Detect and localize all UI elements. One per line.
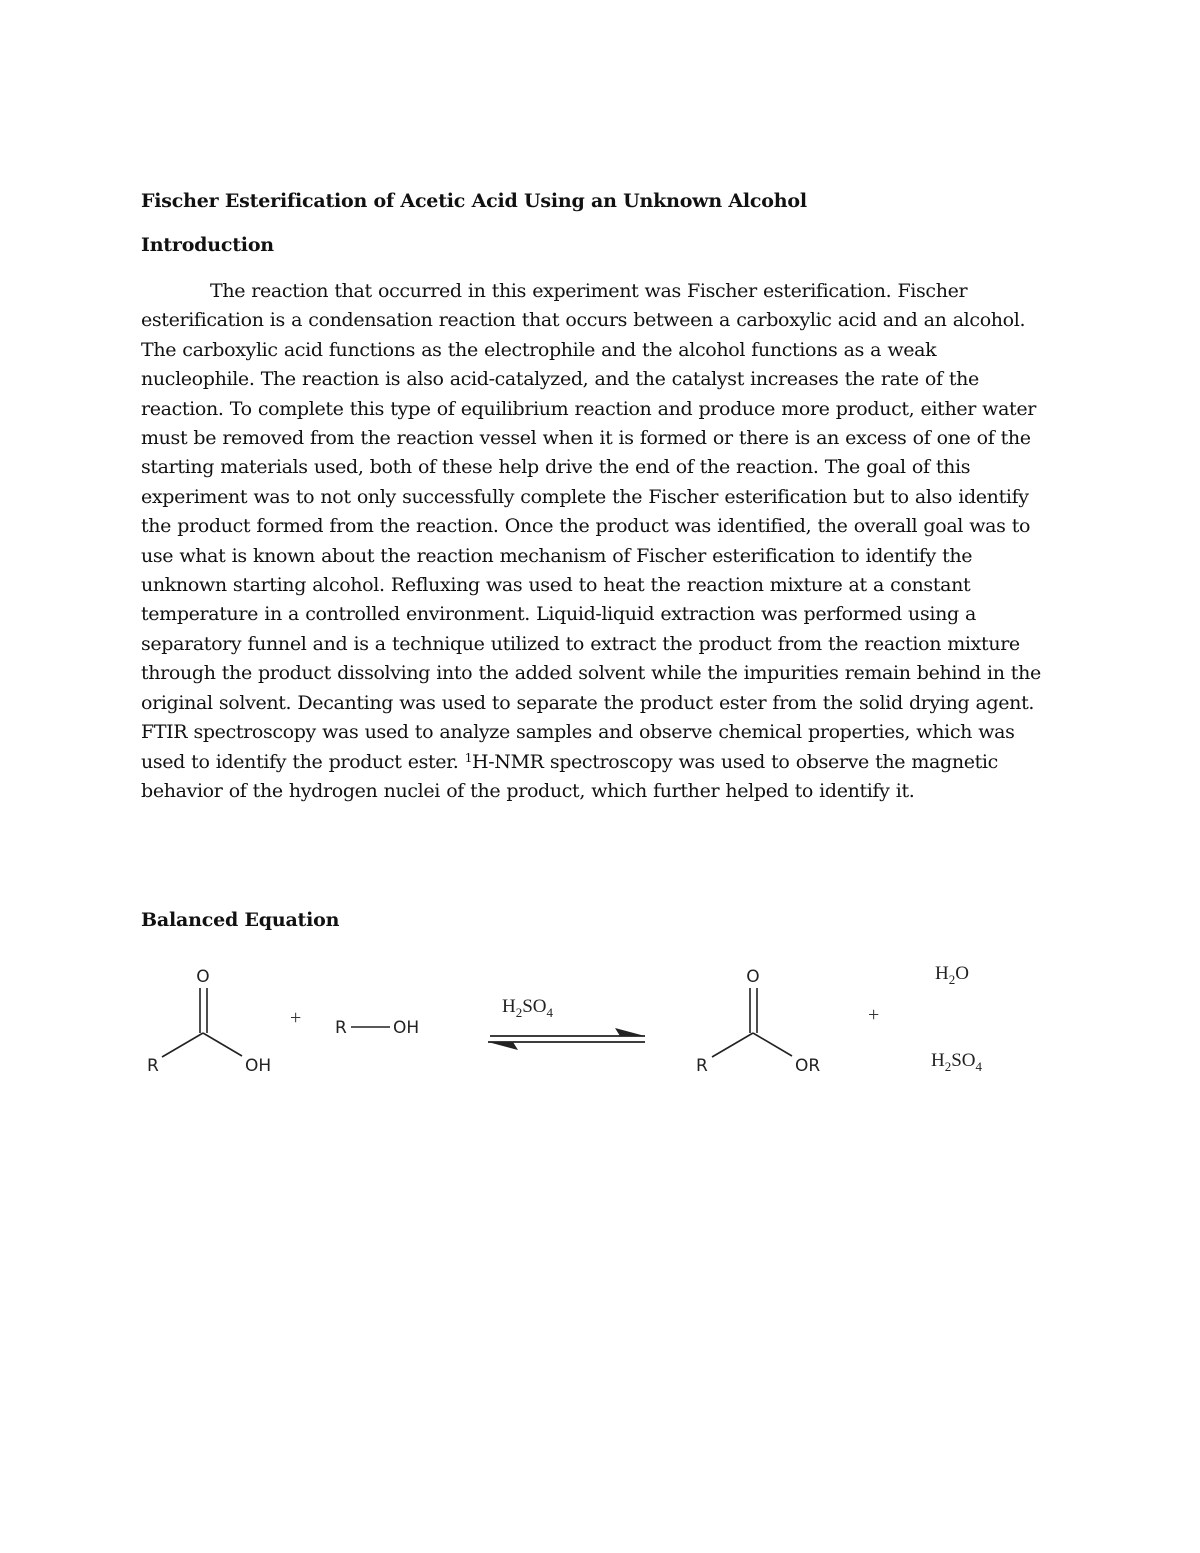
ester-structure bbox=[696, 967, 820, 1076]
balanced-equation-heading: Balanced Equation bbox=[141, 909, 340, 931]
paragraph-line: The reaction that occurred in this experiment was Fischer esterification. Fischer bbox=[210, 280, 968, 302]
hydroxyl-label: OH bbox=[245, 1056, 272, 1076]
carboxylic-acid-structure bbox=[147, 967, 271, 1076]
introduction-heading: Introduction bbox=[141, 234, 274, 256]
paragraph-line: use what is known about the reaction mechanism of Fischer esterification to identify the bbox=[141, 544, 973, 567]
paragraph-line bbox=[141, 748, 1051, 777]
isotope-superscript: 1 bbox=[464, 750, 472, 765]
paragraph-line: starting materials used, both of these help drive the end of the reaction. The goal of this bbox=[141, 456, 971, 479]
catalyst-label: $H_2SO_4$ bbox=[502, 996, 554, 1020]
paragraph-line: FTIR spectroscopy was used to analyze samples and observe chemical properties, which was bbox=[141, 721, 1015, 744]
carbonyl-oxygen-label: O bbox=[196, 967, 210, 987]
plus-sign: + bbox=[290, 1007, 302, 1029]
reaction-scheme bbox=[130, 950, 1030, 1090]
plus-sign: + bbox=[868, 1004, 880, 1026]
alcohol-structure bbox=[335, 1018, 419, 1038]
ester-carbonyl-oxygen-label: O bbox=[746, 967, 760, 987]
paragraph-line: unknown starting alcohol. Refluxing was used to heat the reaction mixture at a constant bbox=[141, 574, 971, 597]
paragraph-line: separatory funnel and is a technique utilized to extract the product from the reaction mixture bbox=[141, 632, 1020, 655]
document-title: Fischer Esterification of Acetic Acid Using an Unknown Alcohol bbox=[141, 190, 807, 212]
paragraph-line: esterification is a condensation reaction that occurs between a carboxylic acid and an alcohol. bbox=[141, 309, 1026, 332]
alkoxy-label: OR bbox=[795, 1056, 821, 1076]
paragraph-line: original solvent. Decanting was used to separate the product ester from the solid drying agent. bbox=[141, 691, 1035, 714]
paragraph-line: the product formed from the reaction. Once the product was identified, the overall goal was to bbox=[141, 515, 1031, 538]
paragraph-line: reaction. To complete this type of equilibrium reaction and produce more product, either water bbox=[141, 397, 1036, 420]
water-label: $H_2O$ bbox=[935, 963, 969, 987]
alcohol-oh-label: OH bbox=[393, 1018, 420, 1038]
sulfuric-acid-label: $H_2SO_4$ bbox=[931, 1050, 983, 1074]
r-group-label: R bbox=[147, 1056, 159, 1076]
ester-r-group-label: R bbox=[696, 1056, 708, 1076]
paragraph-line: must be removed from the reaction vessel when it is formed or there is an excess of one of the bbox=[141, 427, 1031, 450]
equilibrium-arrows bbox=[488, 1028, 645, 1050]
paragraph-line: experiment was to not only successfully complete the Fischer esterification but to also identify bbox=[141, 485, 1029, 508]
line-text: used to identify the product ester. bbox=[141, 750, 465, 773]
paragraph-line: through the product dissolving into the added solvent while the impurities remain behind in the bbox=[141, 662, 1041, 685]
line-text: H-NMR spectroscopy was used to observe the magnetic bbox=[472, 750, 998, 773]
paragraph-line: temperature in a controlled environment. Liquid-liquid extraction was performed using a bbox=[141, 603, 976, 626]
paragraph-line: behavior of the hydrogen nuclei of the product, which further helped to identify it. bbox=[141, 779, 915, 802]
paragraph-line: The carboxylic acid functions as the electrophile and the alcohol functions as a weak bbox=[141, 338, 937, 361]
introduction-paragraph bbox=[141, 277, 1051, 806]
paragraph-line: nucleophile. The reaction is also acid-catalyzed, and the catalyst increases the rate of the bbox=[141, 368, 979, 391]
alcohol-r-label: R bbox=[335, 1018, 347, 1038]
